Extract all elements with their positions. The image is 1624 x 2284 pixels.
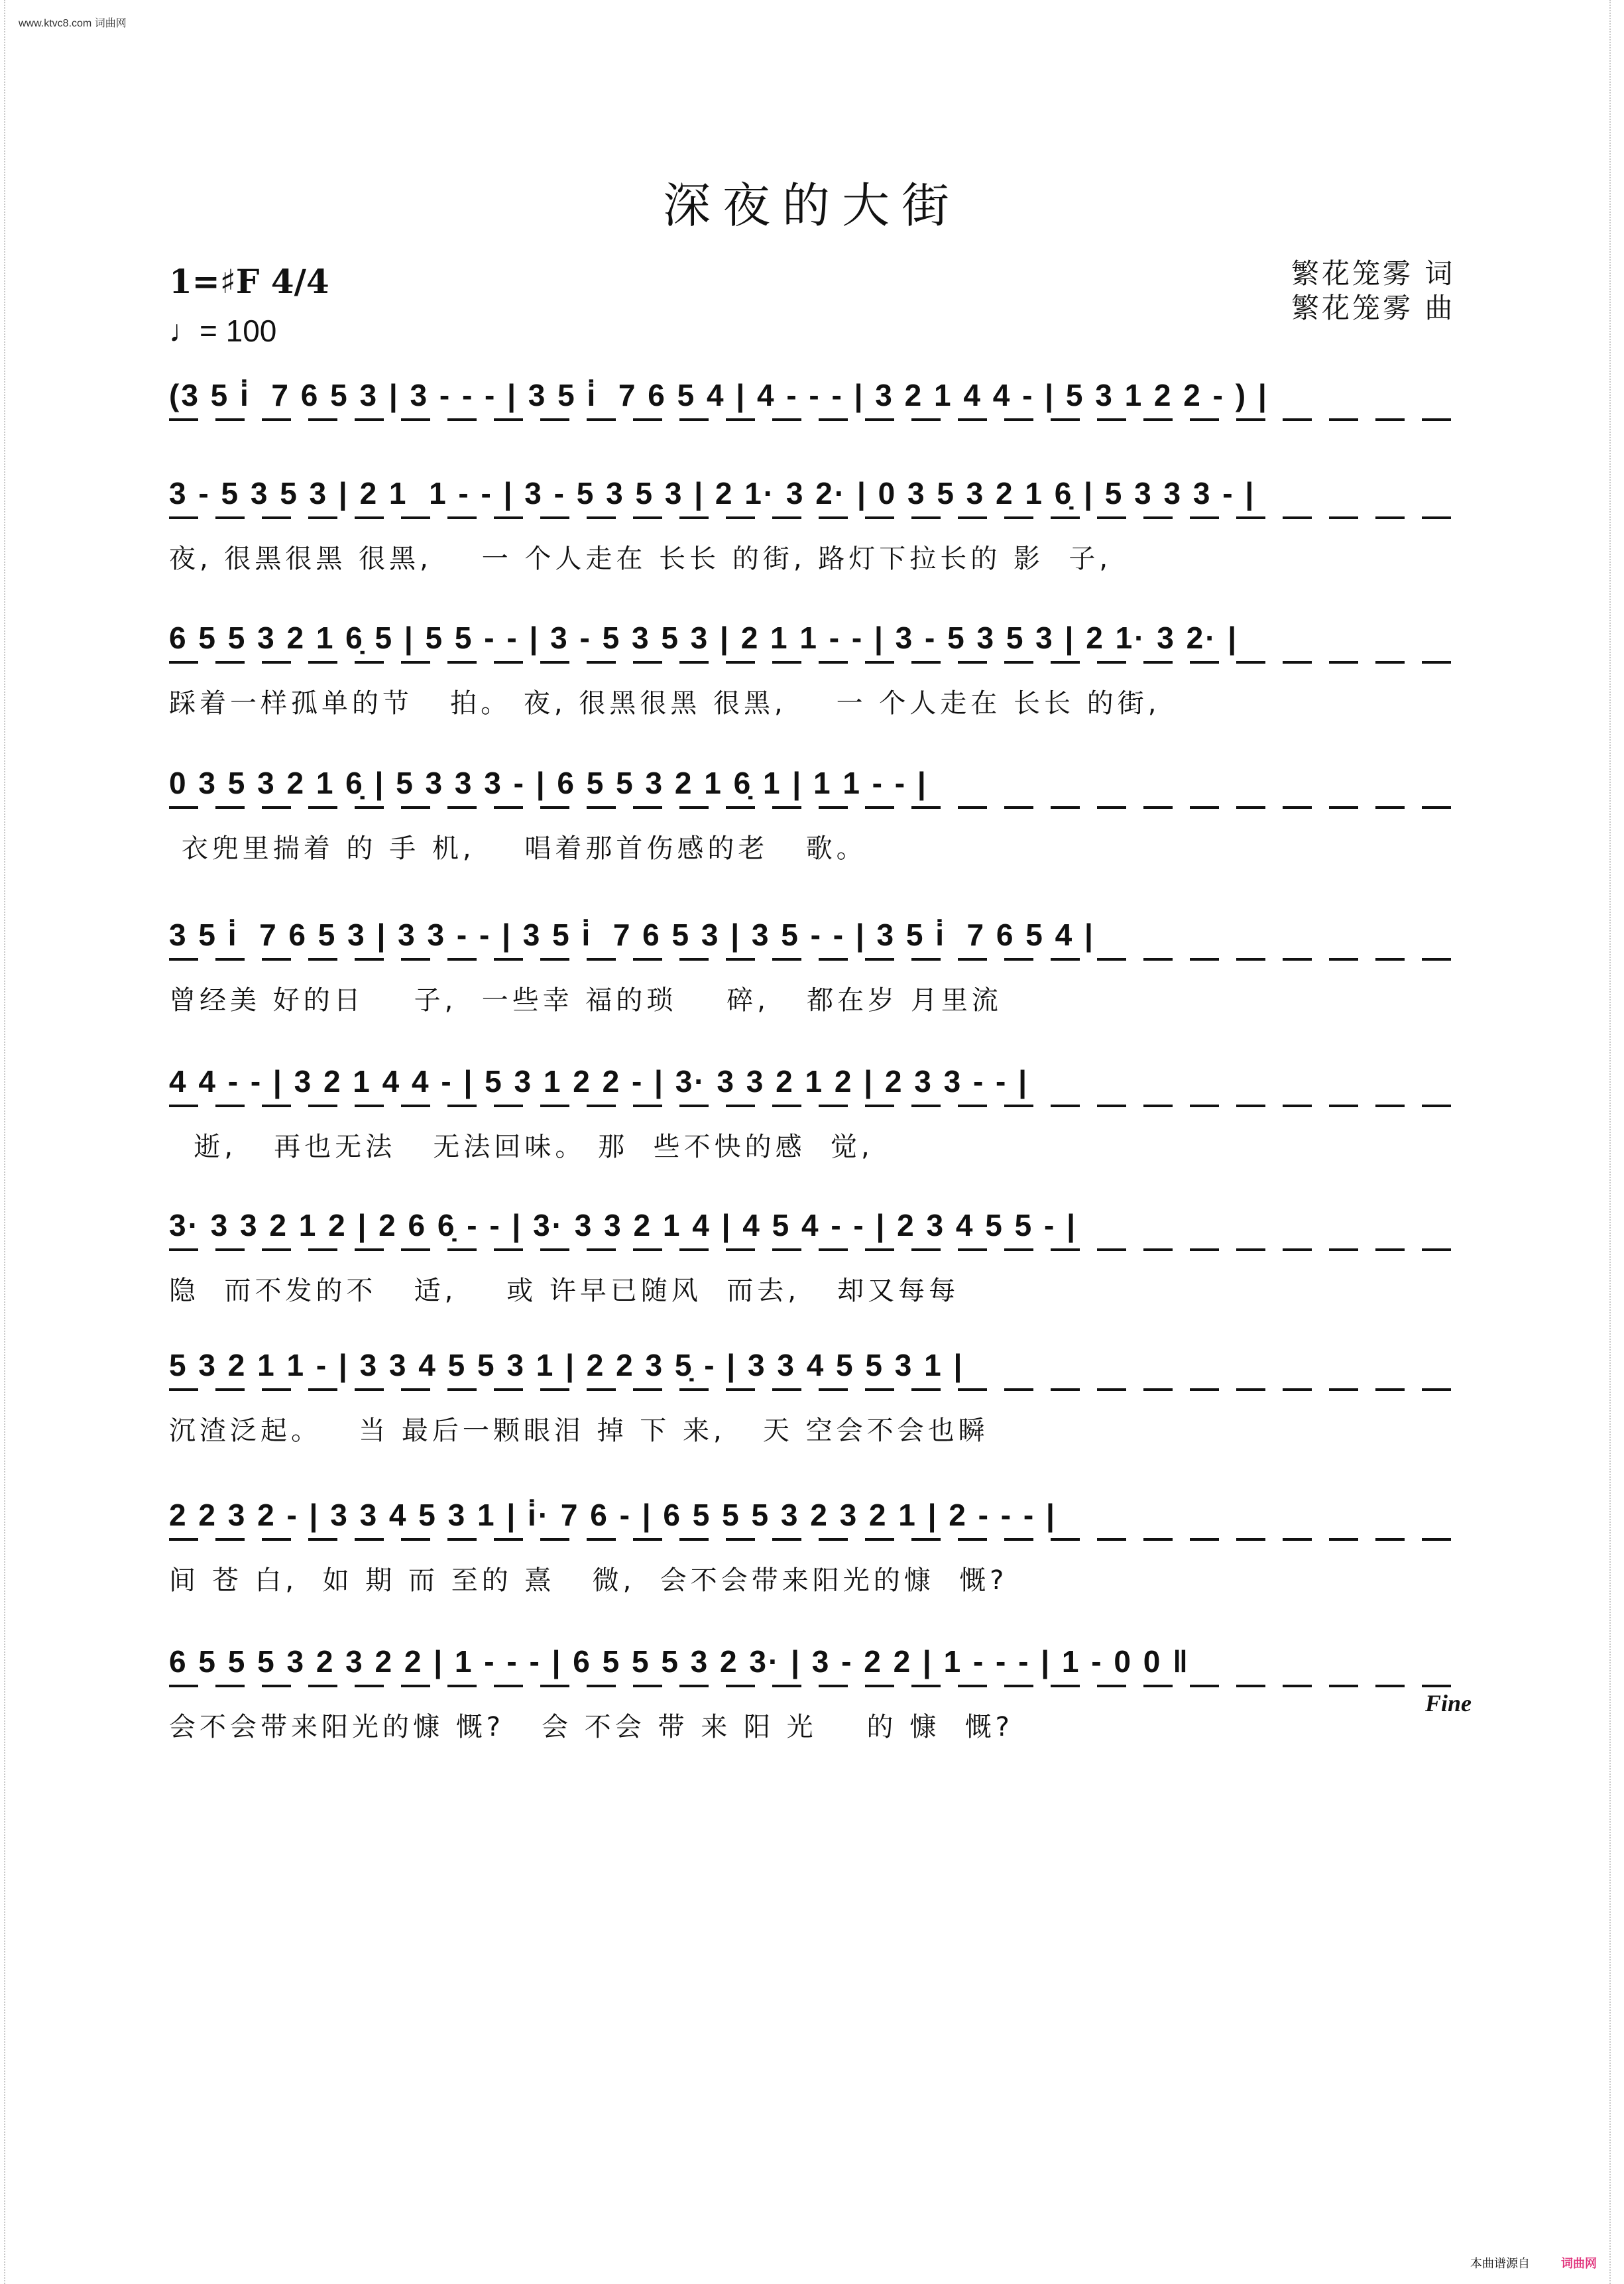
beam-underlines — [169, 1538, 1462, 1541]
lyricist-credit: 繁花笼雾 词 — [1291, 257, 1456, 290]
beam-underlines — [169, 516, 1462, 519]
notation-row: 3· 3 3 2 1 2 | 2 6 6̣ - - | 3· 3 3 2 1 4 | 4 5 4 - - | 2 3 4 5 5 - | — [169, 1208, 1077, 1242]
beam-underlines — [169, 806, 1462, 809]
lyrics-row: 逝, 再也无法 无法回味。 那 些不快的感 觉, — [169, 1132, 874, 1162]
left-border — [4, 0, 15, 2284]
lyrics-row: 沉渣泛起。 当 最后一颗眼泪 掉 下 来, 天 空会不会也瞬 — [169, 1415, 989, 1446]
beam-underlines — [169, 1388, 1462, 1391]
notation-row: 3 5 i̇ 7 6 5 3 | 3 3 - - | 3 5 i̇ 7 6 5 3 | 3 5 - - | 3 5 i̇ 7 6 5 4 | — [169, 918, 1095, 952]
site-watermark: www.ktvc8.com 词曲网 — [19, 18, 127, 29]
tempo-marking: ♩= 100 — [169, 314, 277, 348]
composer-credit: 繁花笼雾 曲 — [1291, 292, 1456, 324]
beam-underlines — [169, 661, 1462, 664]
lyrics-row: 夜, 很黑很黑 很黑, 一 个人走在 长长 的街, 路灯下拉长的 影 子, — [169, 544, 1112, 574]
notation-row: 6 5 5 5 3 2 3 2 2 | 1 - - - | 6 5 5 5 3 2 3· | 3 - 2 2 | 1 - - - | 1 - 0 0 ‖ — [169, 1644, 1190, 1679]
beam-underlines — [169, 418, 1462, 421]
lyrics-row: 踩着一样孤单的节 拍。 夜, 很黑很黑 很黑, 一 个人走在 长长 的街, — [169, 688, 1161, 719]
right-border — [1609, 0, 1620, 2284]
notation-row: 6 5 5 3 2 1 6̣ 5 | 5 5 - - | 3 - 5 3 5 3 | 2 1 1 - - | 3 - 5 3 5 3 | 2 1· 3 2· | — [169, 621, 1239, 655]
notation-row: 3 - 5 3 5 3 | 2 1 1 - - | 3 - 5 3 5 3 | 2 1· 3 2· | 0 3 5 3 2 1 6̣ | 5 3 3 3 - | — [169, 476, 1256, 511]
fine-marking: Fine — [1425, 1690, 1472, 1716]
beam-underlines — [169, 1248, 1462, 1251]
lyrics-row: 间 苍 白, 如 期 而 至的 熹 微, 会不会带来阳光的慷 慨? — [169, 1565, 1008, 1596]
footer-site[interactable]: 词曲网 — [1561, 2257, 1597, 2271]
lyrics-row: 曾经美 好的日 子, 一些幸 福的琐 碎, 都在岁 月里流 — [169, 985, 1002, 1016]
notation-row: 0 3 5 3 2 1 6̣ | 5 3 3 3 - | 6 5 5 3 2 1 6̣ 1 | 1 1 - - | — [169, 766, 928, 800]
notation-row: 4 4 - - | 3 2 1 4 4 - | 5 3 1 2 2 - | 3· 3 3 2 1 2 | 2 3 3 - - | — [169, 1064, 1029, 1099]
beam-underlines — [169, 1685, 1462, 1687]
key-signature: 1=♯F 4/4 — [169, 262, 329, 301]
notation-row: 5 3 2 1 1 - | 3 3 4 5 5 3 1 | 2 2 3 5̣ - | 3 3 4 5 5 3 1 | — [169, 1348, 964, 1382]
footer-source: 本曲谱源自 — [1470, 2257, 1530, 2271]
notation-row: 2 2 3 2 - | 3 3 4 5 3 1 | i̇· 7 6 - | 6 5 5 5 3 2 3 2 1 | 2 - - - | — [169, 1498, 1057, 1532]
song-title: 深夜的大街 — [662, 178, 961, 233]
lyrics-row: 会不会带来阳光的慷 慨? 会 不会 带 来 阳 光 的 慷 慨? — [169, 1712, 1014, 1742]
beam-underlines — [169, 958, 1462, 961]
lyrics-row: 隐 而不发的不 适, 或 许早已随风 而去, 却又每每 — [169, 1276, 960, 1306]
lyrics-row: 衣兜里揣着 的 手 机, 唱着那首伤感的老 歌。 — [169, 833, 867, 864]
notation-row: (3 5 i̇ 7 6 5 3 | 3 - - - | 3 5 i̇ 7 6 5 4 | 4 - - - | 3 2 1 4 4 - | 5 3 1 2 2 - ) | — [169, 378, 1269, 412]
beam-underlines — [169, 1105, 1462, 1107]
